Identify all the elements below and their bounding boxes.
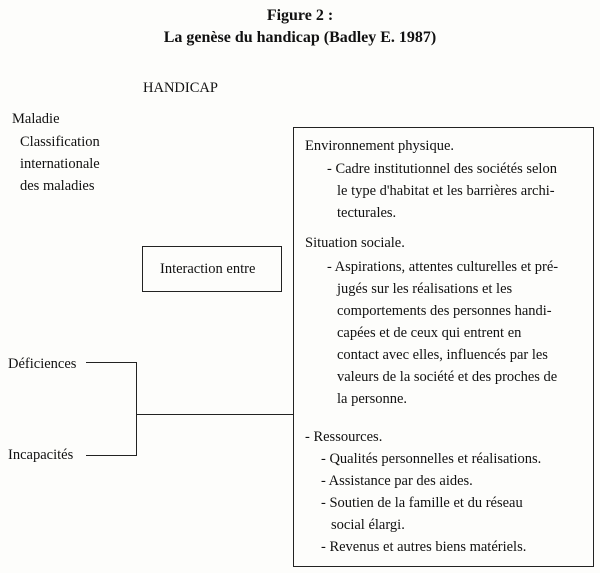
bracket-vertical-line — [136, 362, 137, 456]
situation-heading: Situation sociale. — [305, 235, 405, 251]
incapacites-connector — [86, 455, 137, 456]
ressources-items — [321, 448, 589, 558]
figure-title: La genèse du handicap (Badley E. 1987) — [163, 29, 437, 46]
environnement-item — [327, 158, 589, 224]
ressources-item-2: - Assistance par des aides. — [321, 473, 473, 489]
maladie-label: Maladie — [12, 111, 60, 127]
interaction-box — [142, 246, 282, 292]
environnement-item-line-3: tecturales. — [337, 205, 397, 221]
situation-item-line-3: comportements des personnes handi- — [337, 303, 552, 319]
ressources-item-4: - Revenus et autres biens matériels. — [321, 539, 527, 555]
situation-item-line-5: contact avec elles, influencés par les — [337, 347, 548, 363]
ressources-item-3-line-2: social élargi. — [331, 517, 405, 533]
handicap-label: HANDICAP — [143, 80, 218, 96]
deficiences-connector — [86, 362, 137, 363]
classification-line-2: internationale — [20, 156, 100, 172]
ressources-item-3-line-1: - Soutien de la famille et du réseau — [321, 495, 523, 511]
situation-item — [327, 256, 589, 410]
incapacites-label: Incapacités — [8, 447, 74, 463]
situation-item-line-7: la personne. — [337, 391, 408, 407]
situation-item-line-4: capées et de ceux qui entrent en — [337, 325, 522, 341]
bracket-to-box-connector — [136, 414, 294, 415]
classification-line-1: Classification — [20, 134, 100, 150]
situation-item-line-2: jugés sur les réalisations et les — [337, 281, 513, 297]
environnement-item-line-1: - Cadre institutionnel des sociétés selon — [327, 161, 557, 177]
deficiences-label: Déficiences — [8, 356, 77, 372]
environnement-heading: Environnement physique. — [305, 138, 455, 154]
ressources-heading: - Ressources. — [305, 429, 383, 445]
situation-item-line-1: - Aspirations, attentes culturelles et pré- — [327, 259, 559, 275]
factors-box — [293, 127, 594, 567]
figure-number: Figure 2 : — [266, 7, 334, 24]
situation-item-line-6: valeurs de la société et des proches de — [337, 369, 558, 385]
ressources-item-1: - Qualités personnelles et réalisations. — [321, 451, 542, 467]
classification-line-3: des maladies — [20, 178, 95, 194]
interaction-label: Interaction entre — [160, 261, 256, 277]
environnement-item-line-2: le type d'habitat et les barrières archi- — [337, 183, 555, 199]
